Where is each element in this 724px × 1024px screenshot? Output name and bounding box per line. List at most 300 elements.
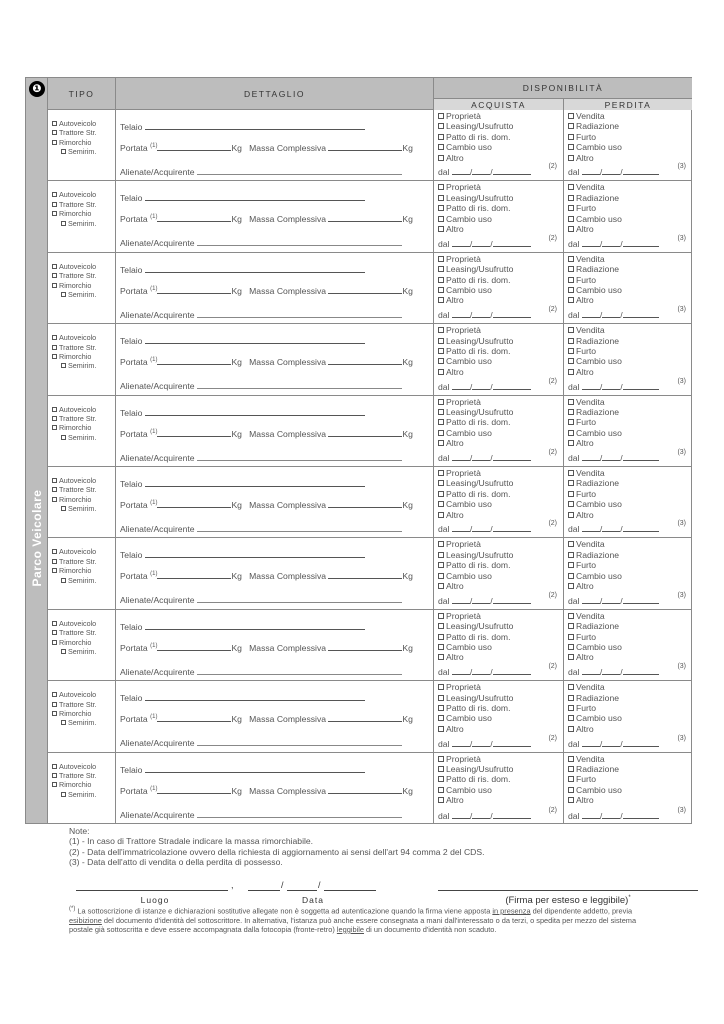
acquista-date[interactable]: dal / / xyxy=(438,739,531,749)
tipo-option[interactable] xyxy=(52,700,115,709)
massa-input-line[interactable] xyxy=(328,429,402,437)
acquista-date[interactable]: dal / / xyxy=(438,667,531,677)
alienate-input-line[interactable] xyxy=(197,524,402,532)
tipo-option[interactable] xyxy=(52,290,115,299)
checkbox[interactable] xyxy=(438,184,444,190)
portata-field[interactable] xyxy=(120,500,413,510)
checkbox[interactable] xyxy=(438,552,444,558)
perdita-option[interactable] xyxy=(568,264,692,274)
telaio-input-line[interactable] xyxy=(145,479,365,487)
year-line[interactable] xyxy=(623,596,659,604)
day-line[interactable] xyxy=(582,453,600,461)
checkbox[interactable] xyxy=(438,277,444,283)
tipo-option[interactable] xyxy=(52,271,115,280)
massa-input-line[interactable] xyxy=(328,143,402,151)
perdita-option[interactable] xyxy=(568,397,692,407)
checkbox[interactable] xyxy=(52,121,57,126)
acquista-option[interactable] xyxy=(438,693,563,703)
checkbox[interactable] xyxy=(61,720,66,725)
perdita-option[interactable] xyxy=(568,275,692,285)
checkbox[interactable] xyxy=(568,113,574,119)
tipo-option[interactable] xyxy=(52,219,115,228)
perdita-option[interactable] xyxy=(568,182,692,192)
telaio-field[interactable] xyxy=(120,336,365,346)
perdita-option[interactable] xyxy=(568,642,692,652)
checkbox[interactable] xyxy=(438,541,444,547)
tipo-option[interactable] xyxy=(52,647,115,656)
checkbox[interactable] xyxy=(568,756,574,762)
month-line[interactable] xyxy=(602,382,620,390)
checkbox[interactable] xyxy=(568,205,574,211)
tipo-option[interactable] xyxy=(52,547,115,556)
checkbox[interactable] xyxy=(438,144,444,150)
year-line[interactable] xyxy=(493,524,531,532)
checkbox[interactable] xyxy=(568,195,574,201)
tipo-option[interactable] xyxy=(52,138,115,147)
tipo-option[interactable] xyxy=(52,433,115,442)
acquista-option[interactable] xyxy=(438,795,563,805)
acquista-option[interactable] xyxy=(438,550,563,560)
perdita-date[interactable]: dal / / xyxy=(568,382,659,392)
month-line[interactable] xyxy=(472,167,490,175)
perdita-option[interactable] xyxy=(568,632,692,642)
tipo-option[interactable] xyxy=(52,190,115,199)
acquista-option[interactable] xyxy=(438,214,563,224)
telaio-input-line[interactable] xyxy=(145,408,365,416)
acquista-option[interactable] xyxy=(438,417,563,427)
checkbox[interactable] xyxy=(568,552,574,558)
date-month-line[interactable] xyxy=(287,890,317,891)
checkbox[interactable] xyxy=(52,692,57,697)
year-line[interactable] xyxy=(493,167,531,175)
checkbox[interactable] xyxy=(61,649,66,654)
perdita-option[interactable] xyxy=(568,724,692,734)
checkbox[interactable] xyxy=(52,549,57,554)
month-line[interactable] xyxy=(472,667,490,675)
portata-input-line[interactable] xyxy=(157,786,231,794)
tipo-option[interactable] xyxy=(52,628,115,637)
acquista-option[interactable] xyxy=(438,203,563,213)
checkbox[interactable] xyxy=(438,715,444,721)
tipo-option[interactable] xyxy=(52,638,115,647)
tipo-option[interactable] xyxy=(52,576,115,585)
day-line[interactable] xyxy=(582,382,600,390)
checkbox[interactable] xyxy=(438,327,444,333)
portata-field[interactable] xyxy=(120,643,413,653)
telaio-field[interactable] xyxy=(120,693,365,703)
checkbox[interactable] xyxy=(438,399,444,405)
perdita-option[interactable] xyxy=(568,774,692,784)
portata-input-line[interactable] xyxy=(157,143,231,151)
tipo-option[interactable] xyxy=(52,361,115,370)
portata-field[interactable] xyxy=(120,357,413,367)
day-line[interactable] xyxy=(582,739,600,747)
perdita-option[interactable] xyxy=(568,142,692,152)
tipo-option[interactable] xyxy=(52,485,115,494)
alienate-field[interactable] xyxy=(120,453,402,463)
perdita-option[interactable] xyxy=(568,499,692,509)
portata-field[interactable] xyxy=(120,571,413,581)
perdita-option[interactable] xyxy=(568,754,692,764)
checkbox[interactable] xyxy=(438,480,444,486)
month-line[interactable] xyxy=(602,739,620,747)
perdita-option[interactable] xyxy=(568,489,692,499)
month-line[interactable] xyxy=(602,596,620,604)
telaio-input-line[interactable] xyxy=(145,122,365,130)
checkbox[interactable] xyxy=(568,623,574,629)
day-line[interactable] xyxy=(452,167,470,175)
acquista-option[interactable] xyxy=(438,438,563,448)
checkbox[interactable] xyxy=(568,155,574,161)
perdita-option[interactable] xyxy=(568,713,692,723)
checkbox[interactable] xyxy=(438,348,444,354)
checkbox[interactable] xyxy=(61,435,66,440)
tipo-option[interactable] xyxy=(52,147,115,156)
checkbox[interactable] xyxy=(568,440,574,446)
checkbox[interactable] xyxy=(438,123,444,129)
checkbox[interactable] xyxy=(568,583,574,589)
alienate-field[interactable] xyxy=(120,667,402,677)
day-line[interactable] xyxy=(452,667,470,675)
checkbox[interactable] xyxy=(568,226,574,232)
checkbox[interactable] xyxy=(438,358,444,364)
acquista-date[interactable]: dal / / xyxy=(438,596,531,606)
checkbox[interactable] xyxy=(52,264,57,269)
alienate-field[interactable] xyxy=(120,524,402,534)
day-line[interactable] xyxy=(582,811,600,819)
acquista-date[interactable]: dal / / xyxy=(438,811,531,821)
checkbox[interactable] xyxy=(568,787,574,793)
checkbox[interactable] xyxy=(568,654,574,660)
perdita-date[interactable]: dal / / xyxy=(568,739,659,749)
tipo-option[interactable] xyxy=(52,557,115,566)
checkbox[interactable] xyxy=(438,644,444,650)
perdita-option[interactable] xyxy=(568,571,692,581)
perdita-option[interactable] xyxy=(568,478,692,488)
alienate-input-line[interactable] xyxy=(197,167,402,175)
day-line[interactable] xyxy=(582,167,600,175)
perdita-option[interactable] xyxy=(568,325,692,335)
checkbox[interactable] xyxy=(568,277,574,283)
checkbox[interactable] xyxy=(568,266,574,272)
acquista-option[interactable] xyxy=(438,397,563,407)
tipo-option[interactable] xyxy=(52,352,115,361)
alienate-field[interactable] xyxy=(120,810,402,820)
checkbox[interactable] xyxy=(568,430,574,436)
checkbox[interactable] xyxy=(438,113,444,119)
perdita-option[interactable] xyxy=(568,346,692,356)
checkbox[interactable] xyxy=(438,491,444,497)
checkbox[interactable] xyxy=(568,644,574,650)
checkbox[interactable] xyxy=(438,776,444,782)
checkbox[interactable] xyxy=(568,348,574,354)
checkbox[interactable] xyxy=(52,273,57,278)
year-line[interactable] xyxy=(493,382,531,390)
checkbox[interactable] xyxy=(438,613,444,619)
portata-field[interactable] xyxy=(120,786,413,796)
tipo-option[interactable] xyxy=(52,790,115,799)
checkbox[interactable] xyxy=(61,792,66,797)
alienate-input-line[interactable] xyxy=(197,738,402,746)
acquista-option[interactable] xyxy=(438,571,563,581)
tipo-option[interactable] xyxy=(52,690,115,699)
tipo-option[interactable] xyxy=(52,566,115,575)
acquista-option[interactable] xyxy=(438,489,563,499)
checkbox[interactable] xyxy=(438,419,444,425)
tipo-option[interactable] xyxy=(52,262,115,271)
checkbox[interactable] xyxy=(52,568,57,573)
acquista-option[interactable] xyxy=(438,182,563,192)
portata-input-line[interactable] xyxy=(157,571,231,579)
acquista-option[interactable] xyxy=(438,193,563,203)
day-line[interactable] xyxy=(582,524,600,532)
date-day-line[interactable] xyxy=(248,890,280,891)
day-line[interactable] xyxy=(582,667,600,675)
acquista-option[interactable] xyxy=(438,713,563,723)
acquista-option[interactable] xyxy=(438,754,563,764)
checkbox[interactable] xyxy=(438,195,444,201)
acquista-option[interactable] xyxy=(438,703,563,713)
checkbox[interactable] xyxy=(438,726,444,732)
tipo-option[interactable] xyxy=(52,343,115,352)
checkbox[interactable] xyxy=(568,562,574,568)
month-line[interactable] xyxy=(472,596,490,604)
checkbox[interactable] xyxy=(568,634,574,640)
checkbox[interactable] xyxy=(568,797,574,803)
checkbox[interactable] xyxy=(52,211,57,216)
checkbox[interactable] xyxy=(568,134,574,140)
alienate-field[interactable] xyxy=(120,595,402,605)
acquista-date[interactable]: dal / / xyxy=(438,239,531,249)
checkbox[interactable] xyxy=(438,512,444,518)
perdita-option[interactable] xyxy=(568,203,692,213)
checkbox[interactable] xyxy=(61,149,66,154)
checkbox[interactable] xyxy=(438,766,444,772)
acquista-option[interactable] xyxy=(438,132,563,142)
acquista-option[interactable] xyxy=(438,652,563,662)
acquista-option[interactable] xyxy=(438,254,563,264)
acquista-date[interactable]: dal / / xyxy=(438,453,531,463)
portata-field[interactable] xyxy=(120,714,413,724)
checkbox[interactable] xyxy=(568,705,574,711)
year-line[interactable] xyxy=(493,239,531,247)
alienate-input-line[interactable] xyxy=(197,310,402,318)
checkbox[interactable] xyxy=(568,573,574,579)
checkbox[interactable] xyxy=(568,726,574,732)
perdita-option[interactable] xyxy=(568,682,692,692)
portata-input-line[interactable] xyxy=(157,286,231,294)
checkbox[interactable] xyxy=(52,621,57,626)
portata-field[interactable] xyxy=(120,429,413,439)
massa-input-line[interactable] xyxy=(328,286,402,294)
perdita-option[interactable] xyxy=(568,428,692,438)
checkbox[interactable] xyxy=(438,583,444,589)
year-line[interactable] xyxy=(623,239,659,247)
acquista-option[interactable] xyxy=(438,428,563,438)
checkbox[interactable] xyxy=(438,287,444,293)
alienate-input-line[interactable] xyxy=(197,810,402,818)
acquista-option[interactable] xyxy=(438,682,563,692)
month-line[interactable] xyxy=(472,239,490,247)
month-line[interactable] xyxy=(472,811,490,819)
checkbox[interactable] xyxy=(52,345,57,350)
tipo-option[interactable] xyxy=(52,128,115,137)
perdita-option[interactable] xyxy=(568,510,692,520)
acquista-option[interactable] xyxy=(438,632,563,642)
month-line[interactable] xyxy=(472,382,490,390)
checkbox[interactable] xyxy=(438,470,444,476)
acquista-option[interactable] xyxy=(438,560,563,570)
tipo-option[interactable] xyxy=(52,718,115,727)
checkbox[interactable] xyxy=(568,684,574,690)
alienate-input-line[interactable] xyxy=(197,595,402,603)
perdita-option[interactable] xyxy=(568,417,692,427)
checkbox[interactable] xyxy=(568,338,574,344)
alienate-input-line[interactable] xyxy=(197,453,402,461)
perdita-option[interactable] xyxy=(568,153,692,163)
portata-field[interactable] xyxy=(120,286,413,296)
checkbox[interactable] xyxy=(568,512,574,518)
massa-input-line[interactable] xyxy=(328,643,402,651)
checkbox[interactable] xyxy=(438,216,444,222)
perdita-option[interactable] xyxy=(568,795,692,805)
acquista-option[interactable] xyxy=(438,111,563,121)
perdita-option[interactable] xyxy=(568,560,692,570)
checkbox[interactable] xyxy=(52,640,57,645)
checkbox[interactable] xyxy=(438,430,444,436)
checkbox[interactable] xyxy=(568,419,574,425)
telaio-field[interactable] xyxy=(120,122,365,132)
telaio-input-line[interactable] xyxy=(145,622,365,630)
checkbox[interactable] xyxy=(568,776,574,782)
checkbox[interactable] xyxy=(61,363,66,368)
checkbox[interactable] xyxy=(52,202,57,207)
checkbox[interactable] xyxy=(568,541,574,547)
tipo-option[interactable] xyxy=(52,495,115,504)
month-line[interactable] xyxy=(602,310,620,318)
month-line[interactable] xyxy=(602,667,620,675)
acquista-option[interactable] xyxy=(438,153,563,163)
acquista-option[interactable] xyxy=(438,356,563,366)
checkbox[interactable] xyxy=(61,578,66,583)
checkbox[interactable] xyxy=(568,695,574,701)
acquista-option[interactable] xyxy=(438,275,563,285)
perdita-date[interactable]: dal / / xyxy=(568,667,659,677)
telaio-input-line[interactable] xyxy=(145,265,365,273)
month-line[interactable] xyxy=(602,453,620,461)
checkbox[interactable] xyxy=(52,487,57,492)
checkbox[interactable] xyxy=(52,711,57,716)
acquista-option[interactable] xyxy=(438,121,563,131)
checkbox[interactable] xyxy=(61,221,66,226)
acquista-option[interactable] xyxy=(438,764,563,774)
day-line[interactable] xyxy=(452,310,470,318)
luogo-line[interactable] xyxy=(76,890,228,891)
telaio-field[interactable] xyxy=(120,550,365,560)
acquista-date[interactable]: dal / / xyxy=(438,167,531,177)
day-line[interactable] xyxy=(582,239,600,247)
checkbox[interactable] xyxy=(52,497,57,502)
perdita-option[interactable] xyxy=(568,295,692,305)
checkbox[interactable] xyxy=(52,354,57,359)
checkbox[interactable] xyxy=(568,369,574,375)
year-line[interactable] xyxy=(493,596,531,604)
telaio-field[interactable] xyxy=(120,622,365,632)
perdita-option[interactable] xyxy=(568,214,692,224)
checkbox[interactable] xyxy=(568,123,574,129)
checkbox[interactable] xyxy=(52,702,57,707)
telaio-input-line[interactable] xyxy=(145,550,365,558)
acquista-option[interactable] xyxy=(438,611,563,621)
day-line[interactable] xyxy=(452,524,470,532)
acquista-date[interactable]: dal / / xyxy=(438,382,531,392)
perdita-option[interactable] xyxy=(568,132,692,142)
acquista-option[interactable] xyxy=(438,325,563,335)
portata-input-line[interactable] xyxy=(157,357,231,365)
month-line[interactable] xyxy=(472,739,490,747)
checkbox[interactable] xyxy=(52,559,57,564)
acquista-option[interactable] xyxy=(438,785,563,795)
perdita-option[interactable] xyxy=(568,356,692,366)
massa-input-line[interactable] xyxy=(328,786,402,794)
checkbox[interactable] xyxy=(438,134,444,140)
checkbox[interactable] xyxy=(438,705,444,711)
day-line[interactable] xyxy=(452,382,470,390)
checkbox[interactable] xyxy=(438,797,444,803)
portata-input-line[interactable] xyxy=(157,429,231,437)
portata-field[interactable] xyxy=(120,214,413,224)
tipo-option[interactable] xyxy=(52,423,115,432)
day-line[interactable] xyxy=(452,239,470,247)
perdita-option[interactable] xyxy=(568,438,692,448)
perdita-date[interactable]: dal / / xyxy=(568,811,659,821)
acquista-option[interactable] xyxy=(438,142,563,152)
checkbox[interactable] xyxy=(568,216,574,222)
perdita-option[interactable] xyxy=(568,539,692,549)
checkbox[interactable] xyxy=(52,773,57,778)
perdita-date[interactable]: dal / / xyxy=(568,239,659,249)
acquista-option[interactable] xyxy=(438,407,563,417)
checkbox[interactable] xyxy=(52,192,57,197)
tipo-option[interactable] xyxy=(52,281,115,290)
year-line[interactable] xyxy=(623,167,659,175)
acquista-option[interactable] xyxy=(438,295,563,305)
tipo-option[interactable] xyxy=(52,476,115,485)
checkbox[interactable] xyxy=(61,292,66,297)
year-line[interactable] xyxy=(493,739,531,747)
telaio-field[interactable] xyxy=(120,479,365,489)
tipo-option[interactable] xyxy=(52,119,115,128)
acquista-option[interactable] xyxy=(438,346,563,356)
day-line[interactable] xyxy=(452,596,470,604)
acquista-option[interactable] xyxy=(438,724,563,734)
acquista-option[interactable] xyxy=(438,264,563,274)
alienate-input-line[interactable] xyxy=(197,667,402,675)
year-line[interactable] xyxy=(623,382,659,390)
telaio-field[interactable] xyxy=(120,193,365,203)
checkbox[interactable] xyxy=(438,256,444,262)
checkbox[interactable] xyxy=(568,144,574,150)
day-line[interactable] xyxy=(582,310,600,318)
year-line[interactable] xyxy=(623,667,659,675)
perdita-option[interactable] xyxy=(568,550,692,560)
acquista-date[interactable]: dal / / xyxy=(438,524,531,534)
perdita-option[interactable] xyxy=(568,785,692,795)
month-line[interactable] xyxy=(602,811,620,819)
year-line[interactable] xyxy=(493,453,531,461)
checkbox[interactable] xyxy=(568,409,574,415)
checkbox[interactable] xyxy=(438,440,444,446)
